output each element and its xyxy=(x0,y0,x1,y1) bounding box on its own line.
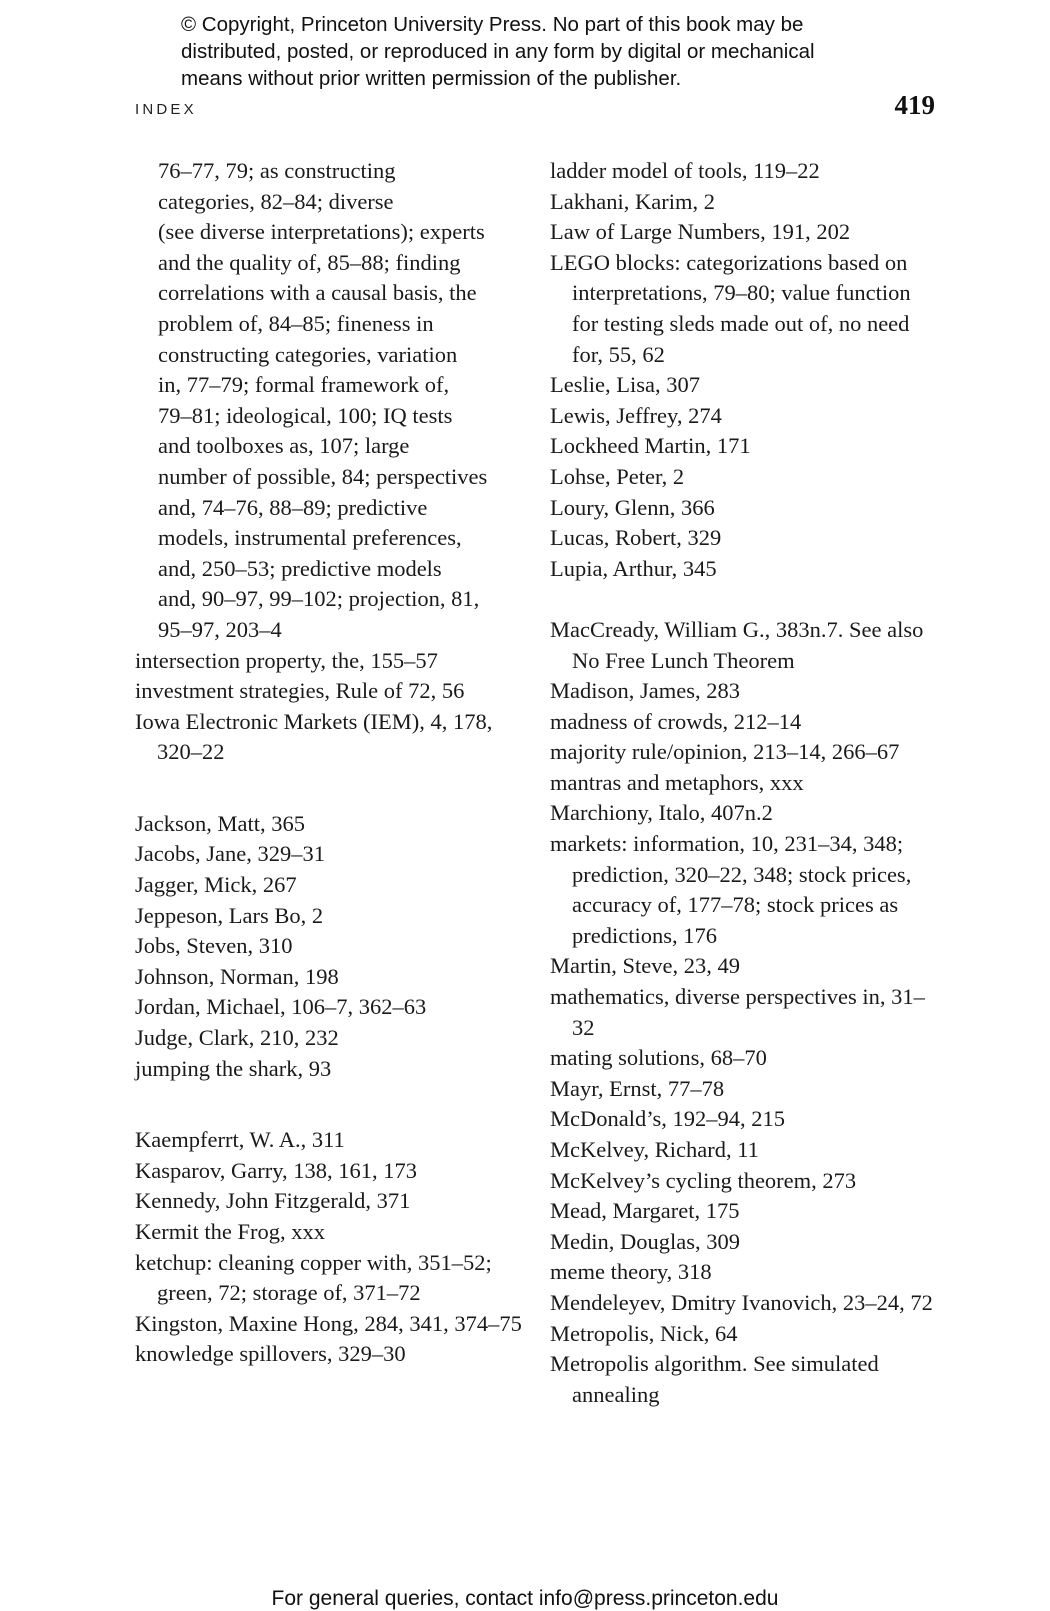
letter-group-gap xyxy=(550,584,940,615)
index-entry: meme theory, 318 xyxy=(550,1259,712,1285)
continuation-line: constructing categories, variation xyxy=(158,341,458,367)
index-entry: Metropolis algorithm. See simulated annealing xyxy=(550,1351,879,1407)
continuation-line: and the quality of, 85–88; finding xyxy=(158,249,461,275)
continuation-line: categories, 82–84; diverse xyxy=(158,188,394,214)
index-entry: Marchiony, Italo, 407n.2 xyxy=(550,800,773,826)
copyright-line: distributed, posted, or reproduced in any form by digital or mechanical xyxy=(181,40,815,63)
index-entry: Mayr, Ernst, 77–78 xyxy=(550,1075,725,1101)
index-entry: Kennedy, John Fitzgerald, 371 xyxy=(135,1188,411,1214)
continuation-line: 79–81; ideological, 100; IQ tests xyxy=(158,402,453,428)
continuation-line: and toolboxes as, 107; large xyxy=(158,433,410,459)
continuation-line: (see diverse interpretations); experts xyxy=(158,219,485,245)
continuation-line: 76–77, 79; as constructing xyxy=(158,158,396,183)
index-entry: ladder model of tools, 119–22 xyxy=(550,158,820,183)
index-entry: Jacobs, Jane, 329–31 xyxy=(135,841,325,867)
index-entry: Kingston, Maxine Hong, 284, 341, 374–75 xyxy=(135,1310,522,1336)
index-entry: McDonald’s, 192–94, 215 xyxy=(550,1106,785,1132)
continuation-line: in, 77–79; formal framework of, xyxy=(158,372,450,398)
index-entry: Jobs, Steven, 310 xyxy=(135,933,293,959)
continuation-line: problem of, 84–85; fineness in xyxy=(158,310,434,336)
continuation-line: models, instrumental preferences, xyxy=(158,525,462,551)
index-entry: Madison, James, 283 xyxy=(550,678,740,704)
index-entry: Judge, Clark, 210, 232 xyxy=(135,1025,339,1051)
index-entry: Kaempferrt, W. A., 311 xyxy=(135,1127,345,1153)
footer-contact: For general queries, contact info@press.princeton.edu xyxy=(271,1587,779,1610)
index-entry: Iowa Electronic Markets (IEM), 4, 178, 320–22 xyxy=(135,708,493,765)
index-entry: Lohse, Peter, 2 xyxy=(550,463,685,489)
index-entry: MacCready, William G., 383n.7. See also No Free Lunch Theorem xyxy=(550,616,924,673)
copyright-notice xyxy=(181,11,961,92)
index-entry: Jordan, Michael, 106–7, 362–63 xyxy=(135,994,427,1020)
index-entry: McKelvey, Richard, 11 xyxy=(550,1137,759,1162)
index-entry: Law of Large Numbers, 191, 202 xyxy=(550,219,851,245)
index-entry: Jeppeson, Lars Bo, 2 xyxy=(135,902,324,928)
index-entry: Lewis, Jeffrey, 274 xyxy=(550,402,722,428)
index-column-right xyxy=(550,156,940,1410)
index-entry: markets: information, 10, 231–34, 348; prediction, 320–22, 348; stock prices, accuracy of, 177–78; stock prices as predictions, 176 xyxy=(550,831,912,948)
letter-group-gap xyxy=(135,1084,535,1125)
letter-group-gap xyxy=(135,768,535,809)
index-entry: Lockheed Martin, 171 xyxy=(550,433,751,459)
running-head: INDEX xyxy=(135,101,197,118)
continuation-line: and, 74–76, 88–89; predictive xyxy=(158,494,428,520)
index-entry: mating solutions, 68–70 xyxy=(550,1045,767,1071)
index-entry: Loury, Glenn, 366 xyxy=(550,494,715,520)
index-entry: knowledge spillovers, 329–30 xyxy=(135,1341,406,1367)
index-entry: Lupia, Arthur, 345 xyxy=(550,555,717,581)
index-entry: LEGO blocks: categorizations based on interpretations, 79–80; value function for testing sleds made out of, no need for, 55, 62 xyxy=(550,249,911,367)
copyright-line: means without prior written permission of the publisher. xyxy=(181,67,682,90)
continuation-line: number of possible, 84; perspectives xyxy=(158,463,488,489)
index-entry: mantras and metaphors, xxx xyxy=(550,769,804,795)
index-entry: jumping the shark, 93 xyxy=(135,1055,332,1081)
index-entry: Lakhani, Karim, 2 xyxy=(550,188,715,214)
copyright-line: © Copyright, Princeton University Press. No part of this book may be xyxy=(181,13,804,36)
index-entry: Medin, Douglas, 309 xyxy=(550,1228,740,1254)
index-entry: madness of crowds, 212–14 xyxy=(550,708,802,734)
index-entry: Kermit the Frog, xxx xyxy=(135,1219,325,1244)
index-entry: Leslie, Lisa, 307 xyxy=(550,372,700,398)
index-entry: ketchup: cleaning copper with, 351–52; green, 72; storage of, 371–72 xyxy=(135,1249,492,1306)
index-entry: majority rule/opinion, 213–14, 266–67 xyxy=(550,739,900,765)
index-entry: Jagger, Mick, 267 xyxy=(135,872,297,898)
index-entry: Lucas, Robert, 329 xyxy=(550,525,722,551)
index-entry: intersection property, the, 155–57 xyxy=(135,647,438,673)
index-entry: Metropolis, Nick, 64 xyxy=(550,1320,738,1346)
continuation-line: 95–97, 203–4 xyxy=(158,616,282,642)
index-entry: mathematics, diverse perspectives in, 31–32 xyxy=(550,984,925,1040)
index-entry: McKelvey’s cycling theorem, 273 xyxy=(550,1167,857,1193)
continuation-line: and, 250–53; predictive models xyxy=(158,555,442,581)
index-entry: investment strategies, Rule of 72, 56 xyxy=(135,678,465,704)
page-number: 419 xyxy=(894,90,935,120)
continuation-line: and, 90–97, 99–102; projection, 81, xyxy=(158,586,480,612)
index-entry: Martin, Steve, 23, 49 xyxy=(550,953,740,979)
index-column-left xyxy=(135,156,535,1370)
index-entry: Kasparov, Garry, 138, 161, 173 xyxy=(135,1157,418,1183)
index-entry: Mendeleyev, Dmitry Ivanovich, 23–24, 72 xyxy=(550,1289,933,1315)
index-entry: Mead, Margaret, 175 xyxy=(550,1198,740,1224)
index-entry-continuation xyxy=(135,156,535,646)
index-entry: Jackson, Matt, 365 xyxy=(135,810,305,836)
continuation-line: correlations with a causal basis, the xyxy=(158,280,477,306)
index-entry: Johnson, Norman, 198 xyxy=(135,963,339,989)
